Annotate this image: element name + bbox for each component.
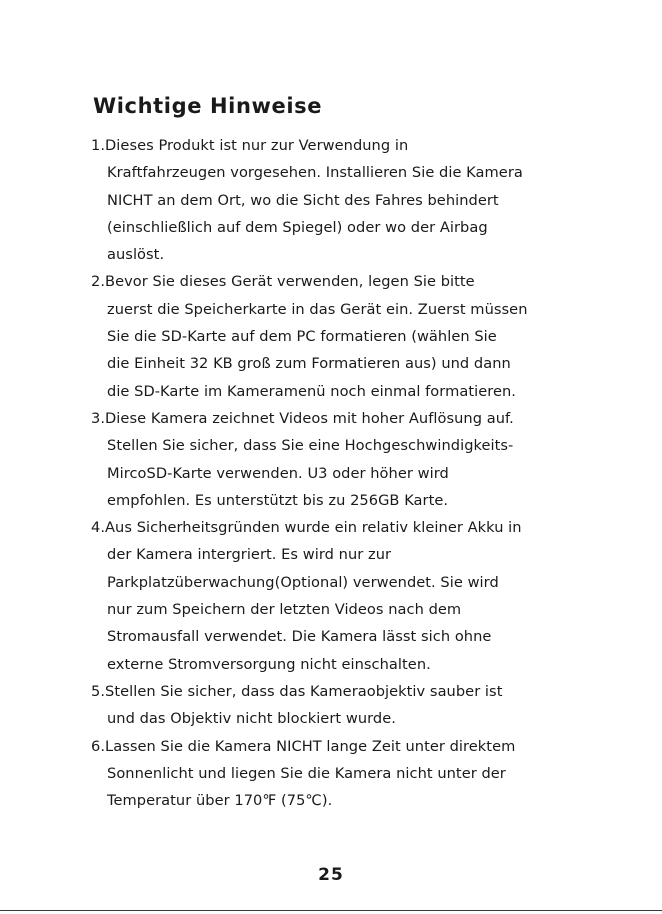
note-line: externe Stromversorgung nicht einschalten. xyxy=(107,655,431,673)
note-line: (einschließlich auf dem Spiegel) oder wo der Airbag xyxy=(107,218,488,236)
note-line: Stromausfall verwendet. Die Kamera lässt sich ohne xyxy=(107,628,492,646)
note-line: die Einheit 32 KB groß zum Formatieren aus) und dann xyxy=(107,355,511,373)
note-line: Parkplatzüberwachung(Optional) verwendet. Sie wird xyxy=(107,573,499,591)
note-line: 2.Bevor Sie dieses Gerät verwenden, legen Sie bitte xyxy=(91,273,475,291)
bottom-divider xyxy=(0,910,662,911)
note-line: nur zum Speichern der letzten Videos nach dem xyxy=(107,601,462,619)
note-line: NICHT an dem Ort, wo die Sicht des Fahres behindert xyxy=(107,191,499,209)
note-line: 4.Aus Sicherheitsgründen wurde ein relativ kleiner Akku in xyxy=(91,519,522,537)
note-line: und das Objektiv nicht blockiert wurde. xyxy=(107,710,396,728)
note-item xyxy=(91,514,591,678)
note-item xyxy=(91,132,591,268)
note-line: Temperatur über 170℉ (75℃). xyxy=(107,792,333,810)
note-line: Kraftfahrzeugen vorgesehen. Installieren Sie die Kamera xyxy=(107,164,523,182)
page-number: 25 xyxy=(318,865,344,885)
note-item xyxy=(91,268,591,404)
page-title: Wichtige Hinweise xyxy=(93,94,323,118)
note-item xyxy=(91,733,591,815)
note-line: auslöst. xyxy=(107,246,165,264)
note-line: Stellen Sie sicher, dass Sie eine Hochgeschwindigkeits- xyxy=(107,437,514,455)
note-line: Sie die SD-Karte auf dem PC formatieren (wählen Sie xyxy=(107,328,497,346)
note-line: die SD-Karte im Kameramenü noch einmal formatieren. xyxy=(107,382,516,400)
note-line: 3.Diese Kamera zeichnet Videos mit hoher Auflösung auf. xyxy=(91,409,514,427)
note-item xyxy=(91,405,591,514)
note-line: der Kamera intergriert. Es wird nur zur xyxy=(107,546,392,564)
note-line: MircoSD-Karte verwenden. U3 oder höher wird xyxy=(107,464,449,482)
note-line: Sonnenlicht und liegen Sie die Kamera nicht unter der xyxy=(107,764,506,782)
notes-list xyxy=(91,132,591,814)
note-line: zuerst die Speicherkarte in das Gerät ein. Zuerst müssen xyxy=(107,300,528,318)
note-line: 6.Lassen Sie die Kamera NICHT lange Zeit unter direktem xyxy=(91,737,516,755)
note-item xyxy=(91,678,591,733)
note-line: 5.Stellen Sie sicher, dass das Kameraobjektiv sauber ist xyxy=(91,682,503,700)
note-line: empfohlen. Es unterstützt bis zu 256GB Karte. xyxy=(107,491,449,509)
note-line: 1.Dieses Produkt ist nur zur Verwendung in xyxy=(91,137,409,154)
